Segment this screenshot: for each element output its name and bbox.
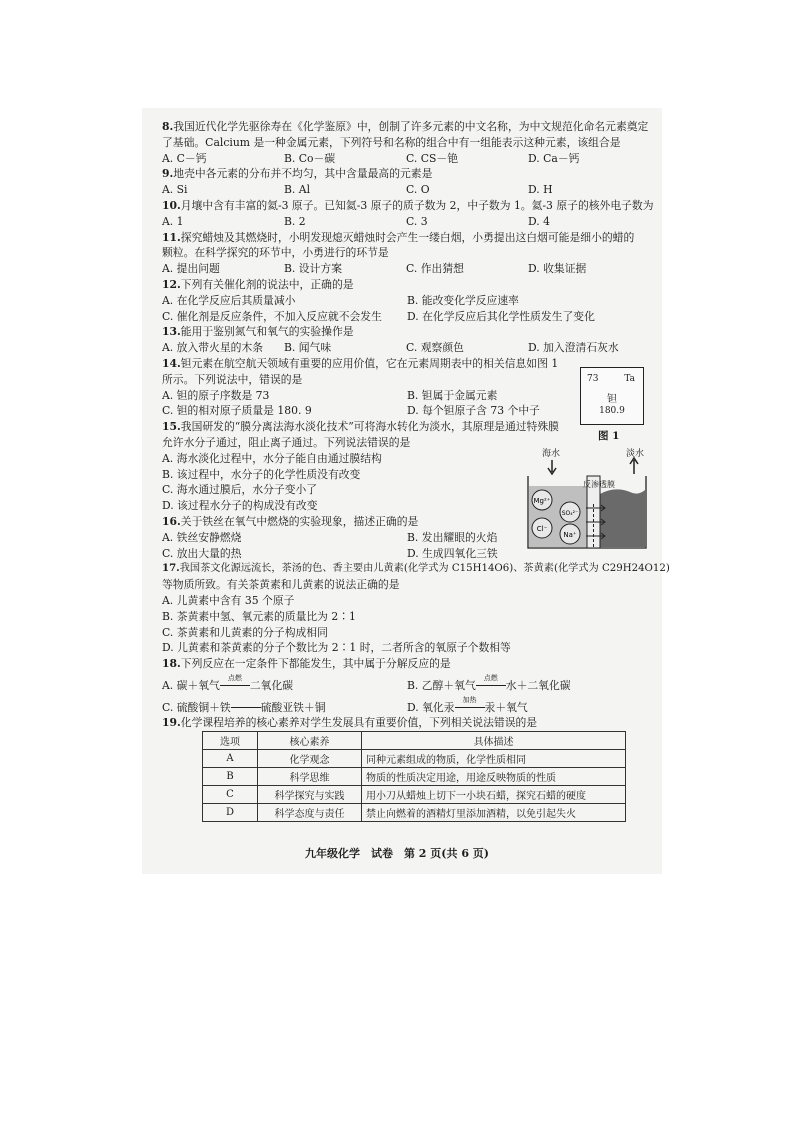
- option-a[interactable]: A. 1: [162, 214, 184, 228]
- element-name: 钽: [607, 394, 617, 405]
- table-row[interactable]: [203, 768, 626, 786]
- table-row[interactable]: [203, 804, 626, 822]
- option-c[interactable]: C. 钽的相对原子质量是 180. 9: [162, 404, 312, 418]
- table-cell: 科学探究与实践: [258, 786, 362, 804]
- reaction-arrow: [476, 673, 506, 691]
- question-text: 我国茶文化源远流长，茶汤的色、香主要由儿黄素(化学式为 C15H14O6)、茶黄素(化学式为 C29H24O12): [179, 563, 670, 575]
- question-8: [162, 119, 652, 166]
- question-text: 我国研发的“膜分离法海水淡化技术”可将海水转化为淡水，其原理是通过特殊膜: [180, 420, 559, 434]
- option-a[interactable]: A. C－钙: [162, 151, 207, 165]
- option-a[interactable]: A. Si: [162, 183, 188, 197]
- question-11: [162, 230, 652, 277]
- table-cell: B: [203, 768, 258, 786]
- question-list: [162, 119, 670, 731]
- option-b[interactable]: B. 发出耀眼的火焰: [407, 530, 498, 544]
- option-c[interactable]: C. 茶黄素和儿黄素的分子构成相同: [162, 625, 328, 639]
- question-text: 颗粒。在科学探究的环节中，小勇进行的环节是: [162, 246, 389, 260]
- ion-na: Na⁺: [563, 531, 577, 539]
- table-cell: A: [203, 750, 258, 768]
- option-d[interactable]: D. H: [528, 183, 553, 197]
- condition-label: 加热: [462, 695, 477, 704]
- question-text: 关于铁丝在氧气中燃烧的实验现象，描述正确的是: [180, 514, 419, 528]
- table-cell: D: [203, 804, 258, 822]
- question-text: 化学课程培养的核心素养对学生发展具有重要价值，下列相关说法错误的是: [180, 716, 538, 730]
- question-text: 我国近代化学先驱徐寿在《化学鉴原》中，创制了许多元素的中文名称，为中文规范化命名元素奠定: [173, 120, 649, 133]
- question-text: 月壤中含有丰富的氦-3 原子。已知氦-3 原子的质子数为 2，中子数为 1。氦-3 原子的核外电子数为: [180, 198, 654, 212]
- question-number: 16.: [162, 514, 181, 528]
- option-c[interactable]: C. 3: [406, 214, 428, 228]
- question-number: 8.: [162, 120, 174, 133]
- question-number: 13.: [162, 325, 181, 339]
- option-c[interactable]: [162, 700, 407, 716]
- core-literacy-table: [202, 731, 626, 822]
- option-b[interactable]: B. 该过程中，水分子的化学性质没有改变: [162, 467, 361, 481]
- table-cell: 化学观念: [258, 750, 362, 768]
- question-text: 等物质所致。有关茶黄素和儿黄素的说法正确的是: [162, 578, 400, 592]
- table-cell: 同种元素组成的物质，化学性质相同: [362, 750, 626, 768]
- option-b[interactable]: [407, 673, 652, 694]
- ion-cl: Cl⁻: [536, 525, 548, 533]
- option-c[interactable]: C. O: [406, 183, 430, 197]
- option-b[interactable]: B. 钽属于金属元素: [407, 388, 498, 402]
- table-cell: 禁止向燃着的酒精灯里添加酒精，以免引起失火: [362, 804, 626, 822]
- option-a[interactable]: [162, 673, 407, 694]
- table-cell: C: [203, 786, 258, 804]
- seawater-label: 海水: [542, 449, 561, 459]
- question-text: 探究蜡烛及其燃烧时，小明发现熄灭蜡烛时会产生一缕白烟，小勇提出这白烟可能是细小的蜡的: [180, 230, 635, 244]
- option-d[interactable]: D. 每个钽原子含 73 个中子: [407, 404, 540, 418]
- option-d[interactable]: [407, 695, 652, 716]
- product-text: 二氧化碳: [249, 678, 294, 692]
- option-b[interactable]: B. Al: [284, 183, 311, 197]
- option-d[interactable]: D. 收集证据: [528, 262, 587, 276]
- product-text: 汞＋氧气: [484, 700, 528, 714]
- option-a[interactable]: A. 儿黄素中含有 35 个原子: [162, 593, 295, 607]
- question-text: 所示。下列说法中，错误的是: [162, 372, 303, 386]
- option-b[interactable]: B. 2: [284, 214, 306, 228]
- element-card: [580, 367, 644, 425]
- question-text: 地壳中各元素的分布并不均匀，其中含量最高的元素是: [173, 167, 433, 181]
- option-d[interactable]: D. 在化学反应后其化学性质发生了变化: [407, 309, 595, 323]
- option-d[interactable]: D. 4: [528, 214, 551, 228]
- question-10: [162, 198, 652, 230]
- option-b[interactable]: B. 闻气味: [284, 341, 332, 355]
- page-footer: 九年级化学 试卷 第 2 页(共 6 页): [304, 847, 490, 860]
- option-b[interactable]: B. Co－碳: [284, 151, 336, 165]
- question-text: 下列有关催化剂的说法中，正确的是: [180, 277, 354, 291]
- header-cell: 具体描述: [362, 732, 626, 750]
- table-cell: 物质的性质决定用途，用途反映物质的性质: [362, 768, 626, 786]
- atomic-number: 73: [587, 374, 599, 384]
- header-cell: 核心素养: [258, 732, 362, 750]
- question-number: 12.: [162, 277, 181, 291]
- ion-mg: Mg²⁺: [533, 497, 551, 505]
- option-d[interactable]: D. Ca－钙: [528, 151, 580, 165]
- question-number: 11.: [162, 230, 181, 244]
- option-c[interactable]: C. 海水通过膜后，水分子变小了: [162, 483, 318, 497]
- option-a[interactable]: A. 提出问题: [162, 262, 220, 276]
- freshwater-label: 淡水: [626, 449, 645, 459]
- reaction-arrow: [220, 673, 250, 691]
- table-cell: 科学态度与责任: [258, 804, 362, 822]
- option-c[interactable]: C. CS－铯: [406, 151, 458, 165]
- option-a[interactable]: A. 海水淡化过程中，水分子能自由通过膜结构: [162, 451, 382, 465]
- option-b[interactable]: B. 能改变化学反应速率: [407, 293, 519, 307]
- product-text: 水＋二氧化碳: [505, 678, 571, 692]
- option-a[interactable]: A. 放入带火星的木条: [162, 341, 264, 355]
- option-c[interactable]: C. 催化剂是反应条件，不加入反应就不会发生: [162, 309, 382, 323]
- inflow-arrow-icon: [548, 460, 556, 474]
- ion-so4: SO₄²⁻: [561, 510, 579, 517]
- question-number: 17.: [162, 562, 180, 575]
- option-c[interactable]: C. 放出大量的热: [162, 546, 242, 560]
- option-d[interactable]: D. 儿黄素和茶黄素的分子个数比为 2∶1 时，二者所含的氧原子个数相等: [162, 641, 511, 655]
- question-14: [162, 356, 652, 419]
- option-d[interactable]: D. 该过程水分子的构成没有改变: [162, 499, 318, 513]
- reactant-text: D. 氧化汞: [407, 700, 455, 714]
- reactant-text: B. 乙醇＋氧气: [407, 678, 476, 692]
- option-d[interactable]: D. 生成四氧化三铁: [407, 546, 498, 560]
- header-cell: 选项: [203, 732, 258, 750]
- reaction-arrow: [455, 695, 485, 713]
- option-a[interactable]: A. 钽的原子序数是 73: [162, 388, 270, 402]
- freshwater-fill: [600, 489, 645, 547]
- table-header-row: [203, 732, 626, 750]
- figure-1-caption: 图 1: [598, 430, 620, 442]
- question-13: [162, 324, 652, 356]
- table-row[interactable]: [203, 750, 626, 768]
- question-19: [162, 715, 652, 731]
- option-b[interactable]: B. 设计方案: [284, 262, 342, 276]
- membrane-label: 反渗透膜: [583, 480, 615, 489]
- question-number: 18.: [162, 657, 181, 671]
- question-text: 了基础。Calcium 是一种金属元素，下列符号和名称的组合中有一组能表示这种元素，该组合是: [162, 135, 621, 149]
- outflow-arrow-icon: [630, 458, 638, 474]
- question-number: 15.: [162, 420, 181, 434]
- option-a[interactable]: A. 铁丝安静燃烧: [162, 530, 242, 544]
- question-text: 下列反应在一定条件下都能发生，其中属于分解反应的是: [180, 657, 451, 671]
- option-d[interactable]: D. 加入澄清石灰水: [528, 341, 619, 355]
- option-c[interactable]: C. 作出猜想: [406, 262, 464, 276]
- table-cell: 用小刀从蜡烛上切下一小块石蜡，探究石蜡的硬度: [362, 786, 626, 804]
- condition-label: 点燃: [227, 673, 242, 682]
- condition-label: 点燃: [483, 673, 498, 682]
- question-18: [162, 656, 652, 715]
- question-12: [162, 277, 652, 324]
- reverse-osmosis-diagram: [520, 446, 650, 554]
- reaction-arrow: [231, 703, 261, 713]
- option-a[interactable]: A. 在化学反应后其质量减小: [162, 293, 296, 307]
- question-number: 9.: [162, 167, 174, 181]
- table-row[interactable]: [203, 786, 626, 804]
- product-text: 硫酸亚铁＋铜: [260, 700, 326, 714]
- question-number: 10.: [162, 198, 181, 212]
- question-text: 钽元素在航空航天领域有重要的应用价值，它在元素周期表中的相关信息如图 1: [180, 356, 559, 370]
- question-9: [162, 166, 652, 198]
- reactant-text: C. 硫酸铜＋铁: [162, 700, 231, 714]
- atomic-mass: 180.9: [599, 406, 625, 416]
- table-cell: 科学思维: [258, 768, 362, 786]
- reactant-text: A. 碳＋氧气: [162, 678, 220, 692]
- question-text: 能用于鉴别氮气和氧气的实验操作是: [180, 325, 354, 339]
- question-text: 允许水分子通过，阻止离子通过。下列说法错误的是: [162, 435, 411, 449]
- question-17: [162, 561, 670, 656]
- question-number: 19.: [162, 716, 181, 730]
- option-c[interactable]: C. 观察颜色: [406, 341, 464, 355]
- question-number: 14.: [162, 356, 181, 370]
- option-b[interactable]: B. 茶黄素中氢、氧元素的质量比为 2∶1: [162, 609, 356, 623]
- element-symbol: Ta: [624, 374, 635, 384]
